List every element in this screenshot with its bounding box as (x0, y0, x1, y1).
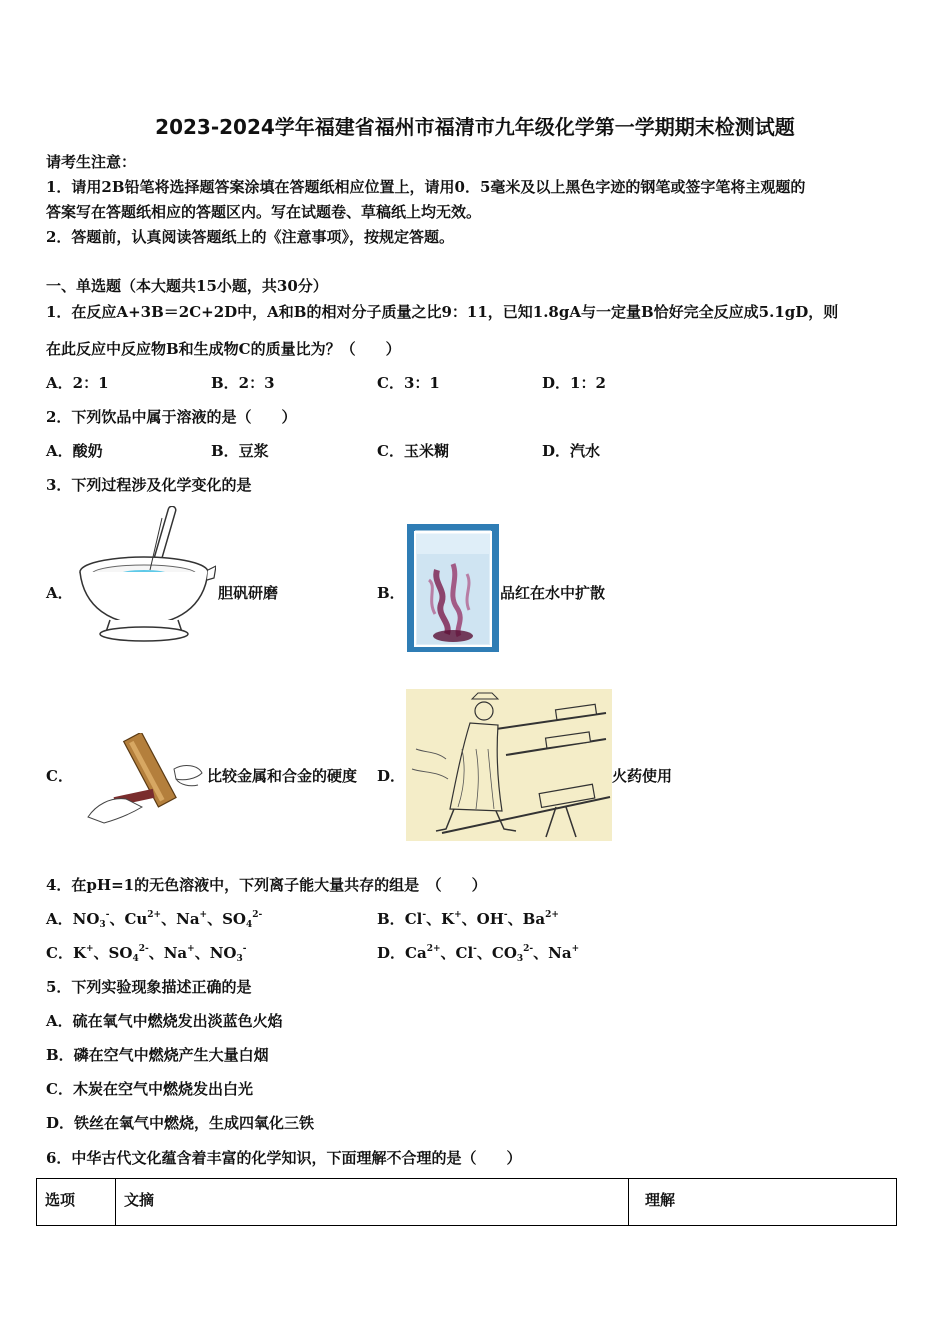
q2-option-d[interactable]: D．汽水 (542, 442, 601, 460)
ion-text: 、Cu (109, 910, 148, 928)
ion-charge: + (187, 944, 195, 954)
mortar-pestle-image (74, 506, 216, 646)
ion-charge: + (454, 910, 462, 920)
notice-item-2: 2．答题前，认真阅读答题纸上的《注意事项》，按规定答题。 (46, 228, 454, 246)
notice-item-1-line-1: 1．请用2B铅笔将选择题答案涂填在答题纸相应位置上，请用0．5毫米及以上黑色字迹的钢笔或签字笔将主观题的 (46, 178, 806, 196)
q5-option-a[interactable]: A．硫在氧气中燃烧发出淡蓝色火焰 (46, 1012, 283, 1030)
q6-table (36, 1178, 897, 1226)
q1-option-d[interactable]: D．1：2 (542, 374, 606, 392)
q4-stem: 4．在pH=1的无色溶液中，下列离子能大量共存的组是 （ ） (46, 876, 487, 894)
q4-option-c-label: C． (46, 944, 73, 962)
ion-text: 、K (426, 910, 455, 928)
ion-charge: - (503, 910, 508, 920)
q1-option-b[interactable]: B．2：3 (211, 374, 275, 392)
q3-option-d-text: 火药使用 (612, 767, 673, 785)
q3-option-c-text: 比较金属和合金的硬度 (207, 767, 358, 785)
table-header-understanding: 理解 (629, 1179, 897, 1226)
ion-charge: 2- (138, 944, 149, 954)
q5-option-c[interactable]: C．木炭在空气中燃烧发出白光 (46, 1080, 253, 1098)
q3-option-a-letter[interactable]: A． (46, 584, 73, 602)
ion-subscript: 3 (236, 954, 243, 964)
q1-stem-line-2: 在此反应中反应物B和生成物C的质量比为？（ ） (46, 340, 401, 358)
q3-option-c-letter[interactable]: C． (46, 767, 73, 785)
ion-text: 、Cl (440, 944, 474, 962)
q5-stem: 5．下列实验现象描述正确的是 (46, 978, 252, 996)
q4-option-d[interactable] (377, 943, 579, 963)
ion-charge: - (473, 944, 477, 954)
ion-text: Cl (404, 910, 423, 928)
q5-option-d[interactable]: D．铁丝在氧气中燃烧，生成四氧化三铁 (46, 1114, 315, 1132)
gunpowder-illustration-image (406, 689, 612, 841)
ion-text: 、Na (148, 944, 188, 962)
ion-text: 、OH (461, 910, 504, 928)
ion-subscript: 3 (99, 920, 106, 930)
ion-subscript: 3 (516, 954, 524, 964)
q2-option-c[interactable]: C．玉米糊 (377, 442, 449, 460)
notice-item-1-line-2: 答案写在答题纸相应的答题区内。写在试题卷、草稿纸上均无效。 (46, 203, 482, 221)
section-heading: 一、单选题（本大题共15小题，共30分） (46, 277, 328, 295)
q2-option-b[interactable]: B．豆浆 (211, 442, 269, 460)
q1-option-c[interactable]: C．3：1 (377, 374, 440, 392)
ion-charge: 2- (252, 910, 263, 920)
ion-text: NO (72, 910, 100, 928)
q3-stem: 3．下列过程涉及化学变化的是 (46, 476, 252, 494)
q3-option-a-text: 胆矾研磨 (218, 584, 279, 602)
q4-option-d-label: D． (377, 944, 406, 962)
table-header-row (37, 1179, 897, 1226)
q2-option-a[interactable]: A．酸奶 (46, 442, 103, 460)
table-header-excerpt: 文摘 (116, 1179, 629, 1226)
q4-option-a-label: A． (46, 910, 73, 928)
ion-text: 、Ba (507, 910, 546, 928)
q4-option-b-label: B． (377, 910, 405, 928)
q1-stem-line-1: 1．在反应A+3B＝2C+2D中，A和B的相对分子质量之比9：11，已知1.8gA与一定量B恰好完全反应成5.1gD，则 (46, 303, 839, 321)
ion-charge: - (242, 944, 247, 954)
ion-text: 、NO (194, 944, 237, 962)
q2-stem: 2．下列饮品中属于溶液的是（ ） (46, 408, 297, 426)
notice-heading: 请考生注意： (46, 153, 137, 171)
ion-text: Ca (405, 944, 427, 962)
ion-charge: 2+ (426, 944, 441, 954)
ion-charge: 2- (523, 944, 534, 954)
q1-option-a[interactable]: A．2：1 (46, 374, 109, 392)
ion-text: 、Na (161, 910, 200, 928)
ion-subscript: 4 (246, 920, 253, 930)
ion-charge: 2+ (545, 910, 559, 920)
ion-charge: - (105, 910, 110, 920)
ion-charge: 2+ (147, 910, 162, 920)
q3-option-b-text: 品红在水中扩散 (500, 584, 606, 602)
page-title: 2023-2024学年福建省福州市福清市九年级化学第一学期期末检测试题 (155, 115, 795, 139)
q4-option-b[interactable] (377, 909, 559, 929)
ion-text: K (72, 944, 86, 962)
ion-subscript: 4 (132, 954, 139, 964)
q5-option-b[interactable]: B．磷在空气中燃烧产生大量白烟 (46, 1046, 269, 1064)
ion-text: 、SO (207, 910, 246, 928)
metal-alloy-scratch-image (84, 733, 206, 825)
q3-option-d-letter[interactable]: D． (377, 767, 406, 785)
beaker-diffusion-image (407, 524, 499, 652)
ion-text: 、CO (476, 944, 517, 962)
q4-option-c[interactable] (46, 943, 247, 963)
q3-option-b-letter[interactable]: B． (377, 584, 405, 602)
ion-text: 、Na (533, 944, 572, 962)
ion-charge: + (199, 910, 208, 920)
q4-option-a[interactable] (46, 909, 262, 929)
q6-stem: 6．中华古代文化蕴含着丰富的化学知识，下面理解不合理的是（ ） (46, 1149, 522, 1167)
ion-charge: + (571, 944, 580, 954)
ion-text: 、SO (93, 944, 133, 962)
ion-charge: - (422, 910, 427, 920)
table-header-option: 选项 (37, 1179, 116, 1226)
ion-charge: + (86, 944, 94, 954)
